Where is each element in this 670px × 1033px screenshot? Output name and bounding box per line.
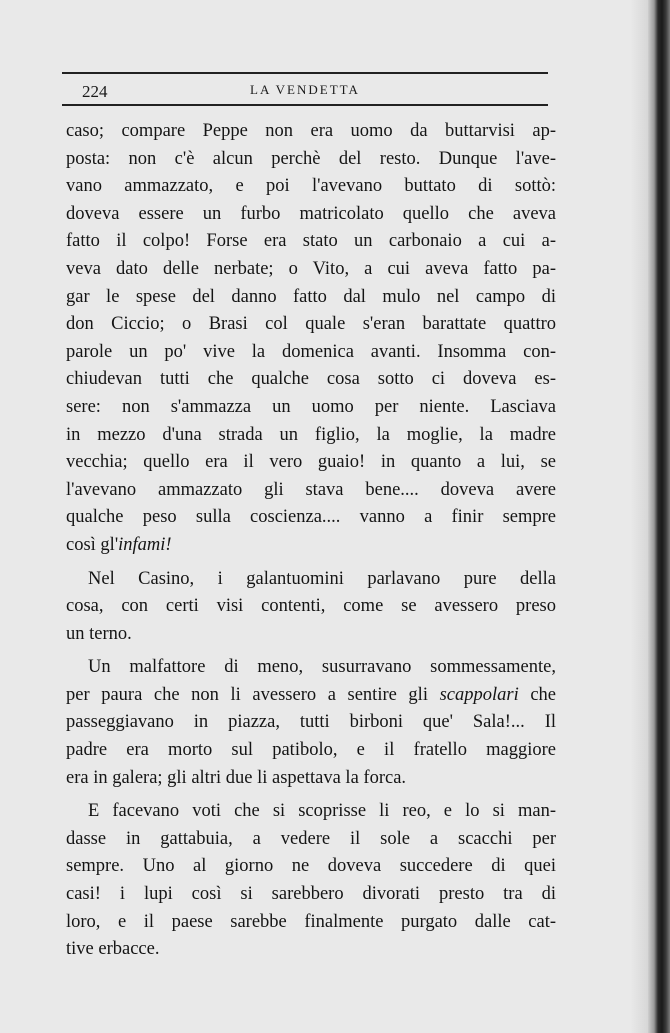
text-line: padre era morto sul patibolo, e il fratello maggiore <box>66 740 556 761</box>
paragraph <box>66 566 556 649</box>
running-head <box>62 76 548 102</box>
text-line: tive erbacce. <box>66 939 160 960</box>
text-line: era in galera; gli altri due li aspettava la forca. <box>66 767 407 788</box>
text-line <box>66 532 556 560</box>
binding-edge <box>648 0 670 1033</box>
body-text <box>66 118 556 964</box>
text-span: che <box>518 684 556 705</box>
text-line: doveva essere un furbo matricolato quello che aveva <box>66 203 556 224</box>
text-line: dasse in gattabuia, a vedere il sole a scacchi per <box>66 828 556 849</box>
paragraph <box>66 798 556 964</box>
text-line: loro, e il paese sarebbe finalmente purgato dalle cat- <box>66 911 556 932</box>
text-line: don Ciccio; o Brasi col quale s'eran barattate quattro <box>66 314 556 335</box>
italic-text: infami! <box>118 534 172 555</box>
text-line: E facevano voti che si scoprisse li reo, e lo si man- <box>88 801 556 822</box>
text-span: così gl' <box>66 534 119 555</box>
text-line: vecchia; quello era il vero guaio! in quanto a lui, se <box>66 452 556 473</box>
text-line: casi! i lupi così si sarebbero divorati presto tra di <box>66 884 556 905</box>
text-line: gar le spese del danno fatto dal mulo nel campo di <box>66 286 556 307</box>
running-title: LA VENDETTA <box>250 82 360 97</box>
text-line: posta: non c'è alcun perchè del resto. Dunque l'ave- <box>66 148 556 169</box>
text-line: caso; compare Peppe non era uomo da buttarvisi ap- <box>66 121 556 141</box>
text-line: cosa, con certi visi contenti, come se avessero preso <box>66 596 556 617</box>
text-line: chiudevan tutti che qualche cosa sotto ci doveva es- <box>66 369 556 390</box>
text-line: in mezzo d'una strada un figlio, la moglie, la madre <box>66 424 556 445</box>
text-line: fatto il colpo! Forse era stato un carbonaio a cui a- <box>66 231 556 252</box>
text-span: per paura che non li avessero a sentire gli <box>66 684 440 705</box>
text-line: sempre. Uno al giorno ne doveva succedere di quei <box>66 856 556 877</box>
paragraph <box>66 118 556 560</box>
text-line: Un malfattore di meno, susurravano sommessamente, <box>88 657 556 678</box>
text-line: l'avevano ammazzato gli stava bene.... doveva avere <box>66 479 556 500</box>
text-line: vano ammazzato, e poi l'avevano buttato di sottò: <box>66 176 556 197</box>
text-line: Nel Casino, i galantuomini parlavano pure della <box>88 568 556 589</box>
header-rule-bottom <box>62 104 548 106</box>
header-rule-top <box>62 72 548 74</box>
text-line <box>66 682 556 710</box>
text-line: sere: non s'ammazza un uomo per niente. Lasciava <box>66 396 556 417</box>
text-line: veva dato delle nerbate; o Vito, a cui aveva fatto pa- <box>66 258 556 279</box>
page-number: 224 <box>82 82 108 101</box>
text-line: un terno. <box>66 623 132 644</box>
page-shadow <box>630 0 648 1033</box>
text-line: parole un po' vive la domenica avanti. Insomma con- <box>66 341 556 362</box>
text-line: qualche peso sulla coscienza.... vanno a finir sempre <box>66 507 556 528</box>
text-line: passeggiavano in piazza, tutti birboni que' Sala!... Il <box>66 712 556 733</box>
paragraph <box>66 654 556 792</box>
italic-text: scappolari <box>439 684 519 705</box>
